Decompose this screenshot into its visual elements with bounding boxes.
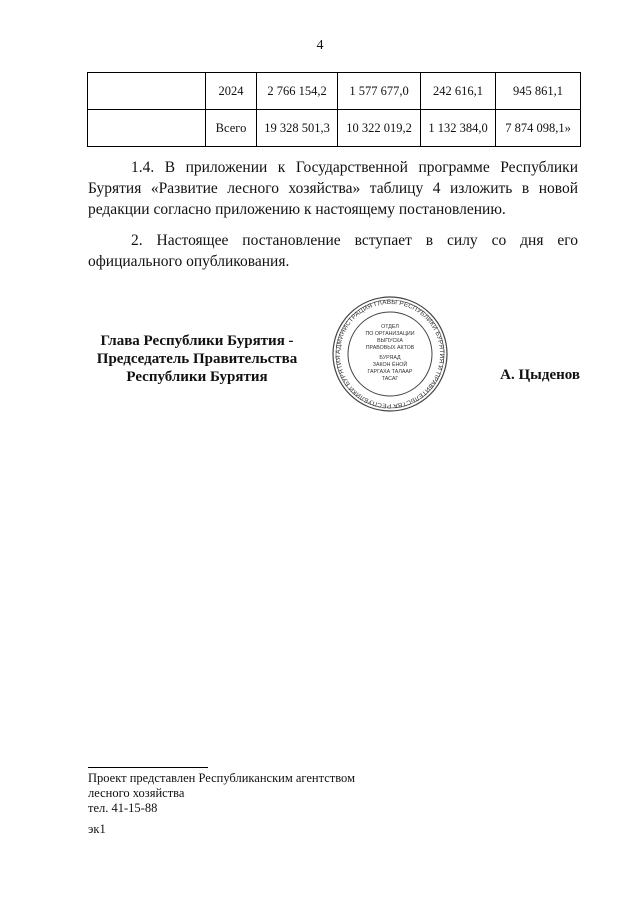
table-cell: 242 616,1 — [421, 73, 496, 110]
seal-center-text: ОТДЕЛ — [381, 324, 399, 330]
footnote-line: тел. 41-15-88 — [88, 801, 158, 815]
table-cell: 1 132 384,0 — [421, 110, 496, 147]
seal-center-text: ГАРГАХА ТАЛААР — [367, 369, 413, 375]
footnote-line: Проект представлен Республиканским агентством — [88, 771, 355, 785]
seal-center-text: ТАСАГ — [381, 376, 399, 382]
table-cell: 945 861,1 — [496, 73, 581, 110]
table-cell: 19 328 501,3 — [257, 110, 338, 147]
page-number: 4 — [316, 38, 324, 53]
seal-center-text: ПО ОРГАНИЗАЦИИ — [365, 331, 415, 337]
paragraph-2: 2. Настоящее постановление вступает в силу со дня его официального опубликования. — [88, 232, 578, 270]
signatory-title-line: Республики Бурятия — [126, 369, 268, 385]
svg-text:АДМИНИСТРАЦИЯ ГЛАВЫ РЕСПУБЛИКИ — [335, 299, 445, 409]
seal-center-text: ПРАВОВЫХ АКТОВ — [365, 345, 415, 351]
seal-center-text: ВЫПУСКА — [377, 338, 403, 344]
table-cell — [88, 110, 206, 147]
footnote-line: лесного хозяйства — [88, 786, 185, 800]
document-code: эк1 — [88, 822, 106, 836]
table-cell: 7 874 098,1» — [496, 110, 581, 147]
table-row — [88, 110, 581, 147]
signatory-title — [88, 332, 306, 386]
official-seal-stamp — [331, 293, 449, 415]
signatory-name: А. Цыденов — [500, 367, 580, 383]
budget-table — [87, 72, 581, 147]
table-row — [88, 73, 581, 110]
table-cell: Всего — [206, 110, 257, 147]
footnote-divider — [88, 767, 208, 768]
table-cell: 2024 — [206, 73, 257, 110]
table-cell: 10 322 019,2 — [338, 110, 421, 147]
paragraph-1-4: 1.4. В приложении к Государственной программе Республики Бурятия «Развитие лесного хозяйства» таблицу 4 изложить в новой редакции согласно приложению к настоящему постановлению. — [88, 159, 578, 218]
seal-center-text: БУРЯАД — [379, 355, 401, 361]
seal-ring-text: АДМИНИСТРАЦИЯ ГЛАВЫ РЕСПУБЛИКИ БУРЯТИЯ И ПРАВИТЕЛЬСТВА РЕСПУБЛИКИ БУРЯТИЯ — [334, 298, 446, 410]
table-cell: 2 766 154,2 — [257, 73, 338, 110]
seal-center-text: ЗАКОН ЁНОЙ — [372, 362, 408, 368]
signatory-title-line: Глава Республики Бурятия - — [100, 333, 294, 349]
table-cell: 1 577 677,0 — [338, 73, 421, 110]
signatory-title-line: Председатель Правительства — [96, 351, 298, 367]
footnote — [88, 771, 355, 816]
table-cell — [88, 73, 206, 110]
